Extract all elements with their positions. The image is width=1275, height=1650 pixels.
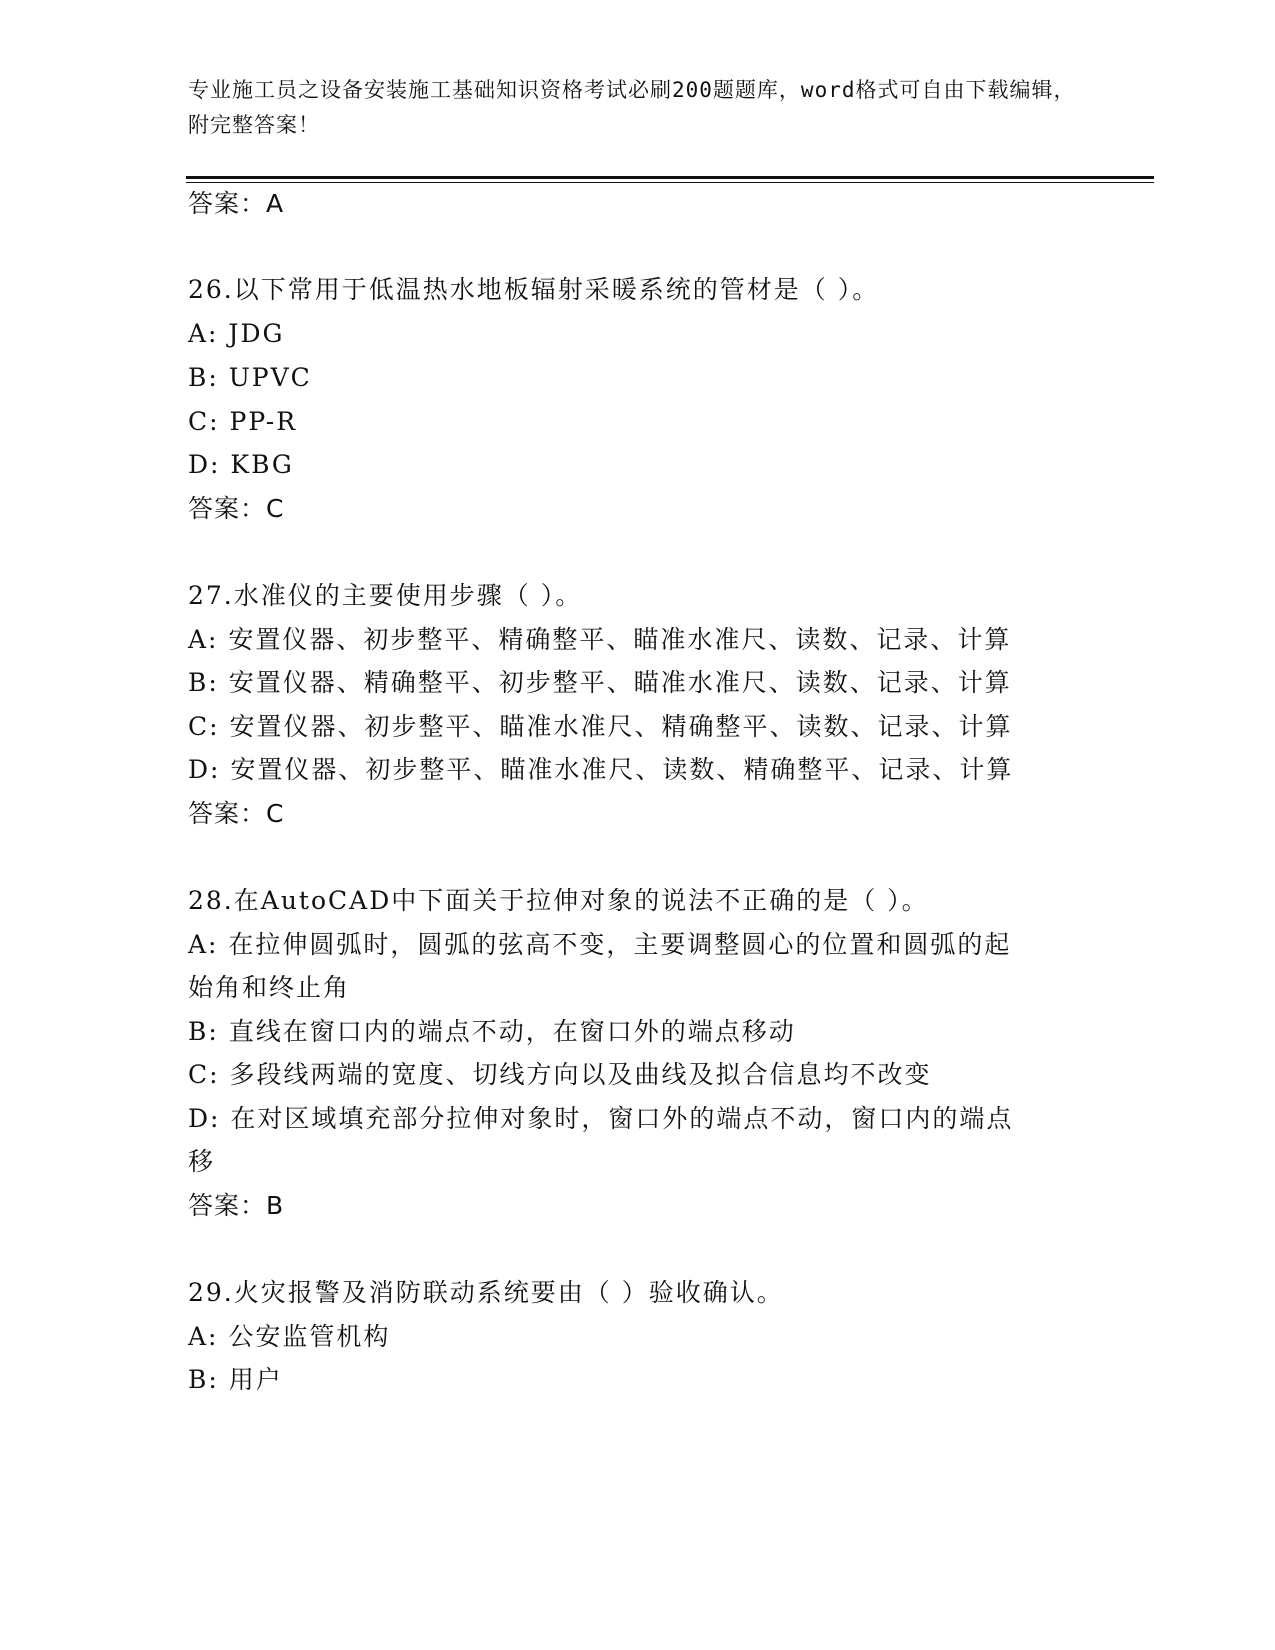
question-29-option-b: B: 用户 — [188, 1365, 283, 1394]
question-27-option-a: A: 安置仪器、初步整平、精确整平、瞄准水准尺、读数、记录、计算 — [188, 625, 1012, 654]
question-28-option-b: B: 直线在窗口内的端点不动，在窗口外的端点移动 — [188, 1017, 796, 1046]
question-27-option-c: C: 安置仪器、初步整平、瞄准水准尺、精确整平、读数、记录、计算 — [188, 712, 1013, 741]
question-26-option-b: B: UPVC — [188, 363, 312, 392]
question-28-option-d: D: 在对区域填充部分拉伸对象时，窗口外的端点不动，窗口内的端点 — [188, 1104, 1014, 1133]
question-28-answer: 答案：B — [188, 1191, 285, 1220]
question-26-option-c: C: PP-R — [188, 407, 298, 436]
question-28-stem: 28.在AutoCAD中下面关于拉伸对象的说法不正确的是（ ）。 — [188, 886, 929, 915]
document-header: 专业施工员之设备安装施工基础知识资格考试必刷200题题库，word格式可自由下载编辑，附完整答案！ — [188, 78, 1076, 137]
question-27-answer: 答案：C — [188, 799, 285, 828]
question-29-stem: 29.火灾报警及消防联动系统要由（ ）验收确认。 — [188, 1278, 784, 1307]
question-29-option-a: A: 公安监管机构 — [188, 1322, 391, 1351]
question-28-option-a-cont: 始角和终止角 — [188, 973, 351, 1002]
question-27-option-b: B: 安置仪器、精确整平、初步整平、瞄准水准尺、读数、记录、计算 — [188, 668, 1012, 697]
question-26-answer: 答案：C — [188, 494, 285, 523]
question-28-option-c: C: 多段线两端的宽度、切线方向以及曲线及拟合信息均不改变 — [188, 1060, 932, 1089]
header-divider — [186, 176, 1154, 179]
header-divider-thin — [186, 182, 1154, 183]
question-26-option-a: A: JDG — [188, 319, 285, 348]
question-26-stem: 26.以下常用于低温热水地板辐射采暖系统的管材是（ ）。 — [188, 275, 880, 304]
question-26-option-d: D: KBG — [188, 450, 294, 479]
answer-25: 答案：A — [188, 189, 285, 218]
question-27-stem: 27.水准仪的主要使用步骤（ ）。 — [188, 581, 583, 610]
question-28-option-a: A: 在拉伸圆弧时，圆弧的弦高不变，主要调整圆心的位置和圆弧的起 — [188, 930, 1012, 959]
question-28-option-d-cont: 移 — [188, 1147, 216, 1176]
question-27-option-d: D: 安置仪器、初步整平、瞄准水准尺、读数、精确整平、记录、计算 — [188, 755, 1014, 784]
